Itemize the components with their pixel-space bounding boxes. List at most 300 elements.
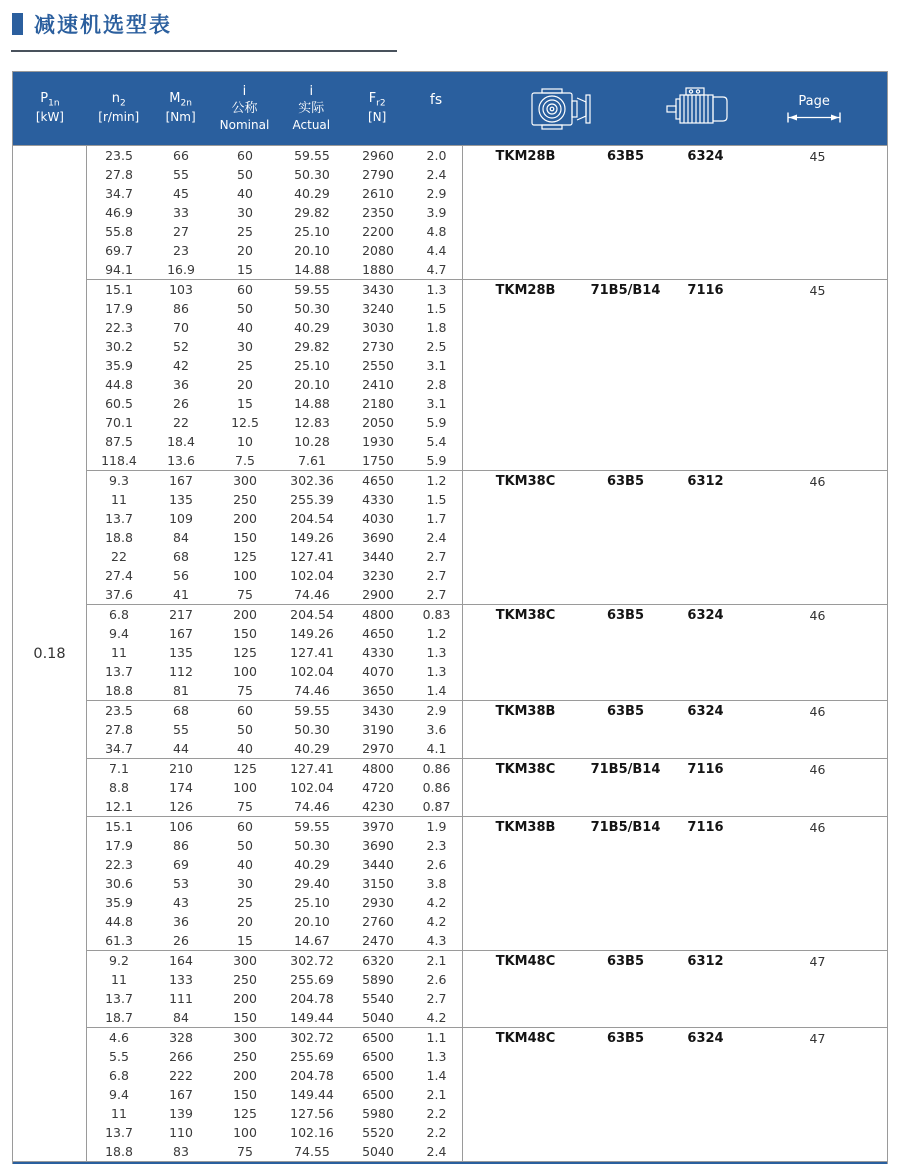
i-nominal-value: 40 (237, 741, 253, 756)
n2-value: 23.5 (105, 703, 133, 718)
motor-flange: 63B5 (606, 954, 645, 969)
i-actual-value: 102.04 (290, 568, 334, 583)
fr2-value: 1930 (362, 434, 394, 449)
gearbox-model: TKM38B (495, 820, 556, 835)
fs-value: 0.83 (422, 607, 451, 622)
fr2-value: 3190 (362, 722, 394, 737)
i-actual-value: 255.39 (290, 492, 334, 507)
table-body (13, 145, 887, 1161)
fr2-value: 2180 (362, 396, 394, 411)
i-nominal-value: 200 (233, 511, 257, 526)
n2-value: 9.4 (109, 626, 129, 641)
i-nominal-value: 250 (233, 492, 257, 507)
fr2-value: 3430 (362, 703, 394, 718)
m2n-value: 68 (173, 703, 189, 718)
i-actual-value: 102.04 (290, 664, 334, 679)
bearing-number: 6324 (687, 704, 724, 719)
fr2-value: 2730 (362, 339, 394, 354)
table-row (87, 413, 462, 432)
bearing-number: 6312 (687, 474, 724, 489)
fr2-value: 4330 (362, 645, 394, 660)
fr2-value: 4650 (362, 473, 394, 488)
m2n-value: 217 (169, 607, 193, 622)
m2n-value: 22 (173, 415, 189, 430)
i-actual-value: 50.30 (294, 722, 330, 737)
block-model-info (463, 472, 887, 491)
m2n-value: 16.9 (167, 262, 195, 277)
fs-value: 2.4 (426, 167, 447, 182)
model-block (87, 700, 887, 758)
table-row (87, 222, 462, 241)
fr2-value: 6500 (362, 1049, 394, 1064)
i-actual-value: 29.82 (294, 205, 330, 220)
i-nominal-value: 250 (233, 972, 257, 987)
table-row (87, 1066, 462, 1085)
table-row (87, 1123, 462, 1142)
table-header (13, 72, 887, 145)
fs-value: 1.7 (426, 511, 447, 526)
bearing-number: 7116 (687, 820, 724, 835)
i-nominal-value: 100 (233, 1125, 257, 1140)
fs-value: 2.7 (426, 549, 447, 564)
model-blocks (87, 146, 887, 1161)
i-actual-value: 40.29 (294, 857, 330, 872)
i-nominal-value: 125 (233, 761, 257, 776)
gearbox-model: TKM38B (495, 704, 556, 719)
m2n-value: 70 (173, 320, 189, 335)
fs-value: 4.1 (426, 741, 447, 756)
fr2-value: 5040 (362, 1010, 394, 1025)
fs-value: 3.8 (426, 876, 447, 891)
m2n-value: 55 (173, 167, 189, 182)
i-nominal-value: 40 (237, 857, 253, 872)
table-row (87, 681, 462, 700)
fs-value: 4.4 (426, 243, 447, 258)
n2-value: 46.9 (105, 205, 133, 220)
i-nominal-value: 250 (233, 1049, 257, 1064)
i-actual-value: 74.46 (294, 683, 330, 698)
i-actual-value: 204.78 (290, 1068, 334, 1083)
fs-value: 1.2 (426, 473, 447, 488)
n2-value: 27.8 (105, 167, 133, 182)
page-number: 47 (809, 954, 826, 969)
m2n-value: 103 (169, 282, 193, 297)
fr2-value: 2550 (362, 358, 394, 373)
bearing-number: 6324 (687, 608, 724, 623)
n2-value: 13.7 (105, 511, 133, 526)
block-data-rows (87, 817, 463, 950)
fr2-value: 2410 (362, 377, 394, 392)
bearing-number: 6324 (687, 149, 724, 164)
m2n-value: 66 (173, 148, 189, 163)
fr2-value: 3150 (362, 876, 394, 891)
i-actual-value: 40.29 (294, 320, 330, 335)
table-row (87, 203, 462, 222)
i-nominal-value: 50 (237, 301, 253, 316)
fs-value: 1.5 (426, 492, 447, 507)
n2-value: 34.7 (105, 741, 133, 756)
block-data-rows (87, 951, 463, 1027)
m2n-value: 86 (173, 838, 189, 853)
motor-flange: 71B5/B14 (590, 762, 661, 777)
table-row (87, 739, 462, 758)
n2-value: 37.6 (105, 587, 133, 602)
header-p1n: $P_{1n}$ [kW] (35, 91, 64, 125)
m2n-value: 106 (169, 819, 193, 834)
table-row (87, 394, 462, 413)
i-actual-value: 204.54 (290, 511, 334, 526)
fr2-value: 2470 (362, 933, 394, 948)
i-actual-value: 25.10 (294, 358, 330, 373)
block-model-info (463, 1029, 887, 1048)
i-actual-value: 302.72 (290, 1030, 334, 1045)
fr2-value: 4800 (362, 761, 394, 776)
block-data-rows (87, 701, 463, 758)
table-row (87, 701, 462, 720)
i-actual-value: 10.28 (294, 434, 330, 449)
fr2-value: 2960 (362, 148, 394, 163)
fs-value: 4.8 (426, 224, 447, 239)
i-nominal-value: 30 (237, 339, 253, 354)
i-nominal-value: 75 (237, 799, 253, 814)
m2n-value: 55 (173, 722, 189, 737)
n2-value: 23.5 (105, 148, 133, 163)
m2n-value: 126 (169, 799, 193, 814)
n2-value: 22 (111, 549, 127, 564)
bearing-number: 7116 (687, 762, 724, 777)
header-page: Page (741, 72, 887, 145)
i-actual-value: 40.29 (294, 741, 330, 756)
reducer-selection-table (12, 71, 888, 1164)
n2-value: 4.6 (109, 1030, 129, 1045)
fs-value: 0.86 (422, 780, 451, 795)
page-number: 45 (809, 283, 826, 298)
i-actual-value: 20.10 (294, 243, 330, 258)
n2-value: 30.6 (105, 876, 133, 891)
block-model-info (463, 147, 887, 166)
table-row (87, 970, 462, 989)
fs-value: 2.1 (426, 1087, 447, 1102)
fr2-value: 2900 (362, 587, 394, 602)
i-actual-value: 102.04 (290, 780, 334, 795)
fr2-value: 1880 (362, 262, 394, 277)
fr2-value: 6320 (362, 953, 394, 968)
bearing-number: 7116 (687, 283, 724, 298)
i-nominal-value: 150 (233, 1087, 257, 1102)
m2n-value: 328 (169, 1030, 193, 1045)
fr2-value: 3440 (362, 857, 394, 872)
i-nominal-value: 150 (233, 626, 257, 641)
i-nominal-value: 7.5 (235, 453, 255, 468)
i-actual-value: 20.10 (294, 377, 330, 392)
table-row (87, 566, 462, 585)
m2n-value: 222 (169, 1068, 193, 1083)
i-actual-value: 29.40 (294, 876, 330, 891)
fs-value: 3.9 (426, 205, 447, 220)
fr2-value: 4030 (362, 511, 394, 526)
i-actual-value: 74.55 (294, 1144, 330, 1159)
fr2-value: 5040 (362, 1144, 394, 1159)
fr2-value: 2930 (362, 895, 394, 910)
model-block (87, 950, 887, 1027)
page-title: 减速机选型表 (34, 13, 172, 37)
table-row (87, 280, 462, 299)
i-actual-value: 149.26 (290, 626, 334, 641)
i-nominal-value: 150 (233, 1010, 257, 1025)
motor-flange: 63B5 (606, 1031, 645, 1046)
table-row (87, 471, 462, 490)
fs-value: 5.9 (426, 453, 447, 468)
table-row (87, 1047, 462, 1066)
header-fr2: $F_{r2}$ [N] (367, 91, 387, 125)
model-block (87, 604, 887, 700)
fs-value: 2.5 (426, 339, 447, 354)
i-nominal-value: 200 (233, 1068, 257, 1083)
motor-flange: 63B5 (606, 149, 645, 164)
fs-value: 2.3 (426, 838, 447, 853)
i-actual-value: 50.30 (294, 838, 330, 853)
model-block (87, 279, 887, 470)
i-nominal-value: 15 (237, 396, 253, 411)
fs-value: 5.9 (426, 415, 447, 430)
fs-value: 4.3 (426, 933, 447, 948)
table-row (87, 1085, 462, 1104)
m2n-value: 167 (169, 626, 193, 641)
table-row (87, 605, 462, 624)
i-actual-value: 29.82 (294, 339, 330, 354)
table-row (87, 490, 462, 509)
i-actual-value: 127.56 (290, 1106, 334, 1121)
fr2-value: 2760 (362, 914, 394, 929)
m2n-value: 84 (173, 530, 189, 545)
i-nominal-value: 75 (237, 587, 253, 602)
i-nominal-value: 100 (233, 568, 257, 583)
i-nominal-value: 20 (237, 914, 253, 929)
i-actual-value: 149.26 (290, 530, 334, 545)
i-actual-value: 127.41 (290, 761, 334, 776)
table-row (87, 855, 462, 874)
header-i-nominal: i 公称 Nominal (219, 83, 270, 132)
fs-value: 2.7 (426, 991, 447, 1006)
fr2-value: 3690 (362, 530, 394, 545)
fs-value: 2.9 (426, 703, 447, 718)
i-nominal-value: 40 (237, 320, 253, 335)
table-row (87, 893, 462, 912)
m2n-value: 210 (169, 761, 193, 776)
i-actual-value: 59.55 (294, 282, 330, 297)
m2n-value: 33 (173, 205, 189, 220)
n2-value: 6.8 (109, 1068, 129, 1083)
m2n-value: 81 (173, 683, 189, 698)
m2n-value: 26 (173, 933, 189, 948)
i-actual-value: 255.69 (290, 1049, 334, 1064)
gearbox-model: TKM48C (495, 1031, 556, 1046)
fs-value: 3.6 (426, 722, 447, 737)
n2-value: 61.3 (105, 933, 133, 948)
model-block (87, 1027, 887, 1161)
motor-flange: 71B5/B14 (590, 283, 661, 298)
n2-value: 17.9 (105, 838, 133, 853)
i-actual-value: 59.55 (294, 148, 330, 163)
m2n-value: 41 (173, 587, 189, 602)
fr2-value: 3440 (362, 549, 394, 564)
i-actual-value: 25.10 (294, 895, 330, 910)
fs-value: 2.4 (426, 530, 447, 545)
i-actual-value: 14.67 (294, 933, 330, 948)
fr2-value: 5540 (362, 991, 394, 1006)
title-bullet-icon (12, 13, 23, 35)
n2-value: 30.2 (105, 339, 133, 354)
i-actual-value: 14.88 (294, 262, 330, 277)
fs-value: 1.3 (426, 282, 447, 297)
fs-value: 2.4 (426, 1144, 447, 1159)
i-nominal-value: 25 (237, 224, 253, 239)
fs-value: 4.2 (426, 1010, 447, 1025)
fs-value: 1.8 (426, 320, 447, 335)
m2n-value: 84 (173, 1010, 189, 1025)
n2-value: 35.9 (105, 358, 133, 373)
fs-value: 2.7 (426, 568, 447, 583)
fs-value: 5.4 (426, 434, 447, 449)
m2n-value: 42 (173, 358, 189, 373)
m2n-value: 164 (169, 953, 193, 968)
i-nominal-value: 50 (237, 722, 253, 737)
i-nominal-value: 30 (237, 876, 253, 891)
n2-value: 34.7 (105, 186, 133, 201)
i-nominal-value: 20 (237, 243, 253, 258)
fr2-value: 3030 (362, 320, 394, 335)
fr2-value: 4230 (362, 799, 394, 814)
gearbox-model: TKM48C (495, 954, 556, 969)
n2-value: 11 (111, 645, 127, 660)
n2-value: 60.5 (105, 396, 133, 411)
m2n-value: 86 (173, 301, 189, 316)
header-n2: $n_2$ [r/min] (98, 91, 140, 125)
m2n-value: 139 (169, 1106, 193, 1121)
block-model-info (463, 818, 887, 837)
i-nominal-value: 20 (237, 377, 253, 392)
fs-value: 2.1 (426, 953, 447, 968)
motor-flange: 63B5 (606, 704, 645, 719)
gearbox-model: TKM38C (495, 608, 556, 623)
i-actual-value: 74.46 (294, 799, 330, 814)
n2-value: 18.8 (105, 1144, 133, 1159)
fr2-value: 4800 (362, 607, 394, 622)
block-model-info (463, 760, 887, 779)
m2n-value: 167 (169, 473, 193, 488)
table-row (87, 1028, 462, 1047)
i-actual-value: 20.10 (294, 914, 330, 929)
fs-value: 1.5 (426, 301, 447, 316)
i-actual-value: 149.44 (290, 1087, 334, 1102)
n2-value: 55.8 (105, 224, 133, 239)
page-dimension-arrow-icon (786, 112, 842, 123)
fr2-value: 3970 (362, 819, 394, 834)
electric-motor-icon (662, 72, 742, 145)
table-row (87, 299, 462, 318)
fs-value: 2.6 (426, 972, 447, 987)
i-nominal-value: 125 (233, 645, 257, 660)
block-model-info (463, 281, 887, 300)
n2-value: 13.7 (105, 664, 133, 679)
motor-flange: 71B5/B14 (590, 820, 661, 835)
motor-flange: 63B5 (606, 474, 645, 489)
i-nominal-value: 10 (237, 434, 253, 449)
i-nominal-value: 100 (233, 780, 257, 795)
i-nominal-value: 12.5 (231, 415, 259, 430)
gearbox-model: TKM38C (495, 762, 556, 777)
i-nominal-value: 50 (237, 167, 253, 182)
m2n-value: 26 (173, 396, 189, 411)
table-row (87, 836, 462, 855)
page-number: 46 (809, 704, 826, 719)
gearbox-model: TKM38C (495, 474, 556, 489)
page-number: 46 (809, 762, 826, 777)
fs-value: 3.1 (426, 396, 447, 411)
n2-value: 27.4 (105, 568, 133, 583)
title-underline (11, 50, 397, 52)
fr2-value: 3690 (362, 838, 394, 853)
i-actual-value: 127.41 (290, 645, 334, 660)
n2-value: 70.1 (105, 415, 133, 430)
table-row (87, 184, 462, 203)
table-row (87, 356, 462, 375)
table-row (87, 951, 462, 970)
i-actual-value: 102.16 (290, 1125, 334, 1140)
fr2-value: 3430 (362, 282, 394, 297)
table-row (87, 318, 462, 337)
fs-value: 1.2 (426, 626, 447, 641)
i-nominal-value: 60 (237, 703, 253, 718)
table-row (87, 1142, 462, 1161)
i-nominal-value: 25 (237, 895, 253, 910)
m2n-value: 52 (173, 339, 189, 354)
i-actual-value: 302.36 (290, 473, 334, 488)
page-number: 46 (809, 608, 826, 623)
n2-value: 94.1 (105, 262, 133, 277)
title-row (12, 9, 900, 39)
m2n-value: 133 (169, 972, 193, 987)
header-m2n: $M_{2n}$ [Nm] (165, 91, 196, 125)
table-row (87, 451, 462, 470)
power-p1n-value: 0.18 (13, 146, 87, 1161)
i-actual-value: 14.88 (294, 396, 330, 411)
fr2-value: 2200 (362, 224, 394, 239)
n2-value: 13.7 (105, 1125, 133, 1140)
fr2-value: 3230 (362, 568, 394, 583)
block-model-info (463, 952, 887, 971)
page-number: 47 (809, 1031, 826, 1046)
table-row (87, 778, 462, 797)
i-nominal-value: 300 (233, 1030, 257, 1045)
n2-value: 9.3 (109, 473, 129, 488)
block-data-rows (87, 146, 463, 279)
i-nominal-value: 200 (233, 607, 257, 622)
block-data-rows (87, 471, 463, 604)
block-data-rows (87, 1028, 463, 1161)
fs-value: 4.2 (426, 895, 447, 910)
n2-value: 11 (111, 492, 127, 507)
n2-value: 9.2 (109, 953, 129, 968)
fs-value: 4.7 (426, 262, 447, 277)
m2n-value: 45 (173, 186, 189, 201)
fs-value: 1.4 (426, 683, 447, 698)
table-row (87, 874, 462, 893)
m2n-value: 83 (173, 1144, 189, 1159)
fr2-value: 2080 (362, 243, 394, 258)
i-nominal-value: 15 (237, 262, 253, 277)
n2-value: 18.7 (105, 1010, 133, 1025)
